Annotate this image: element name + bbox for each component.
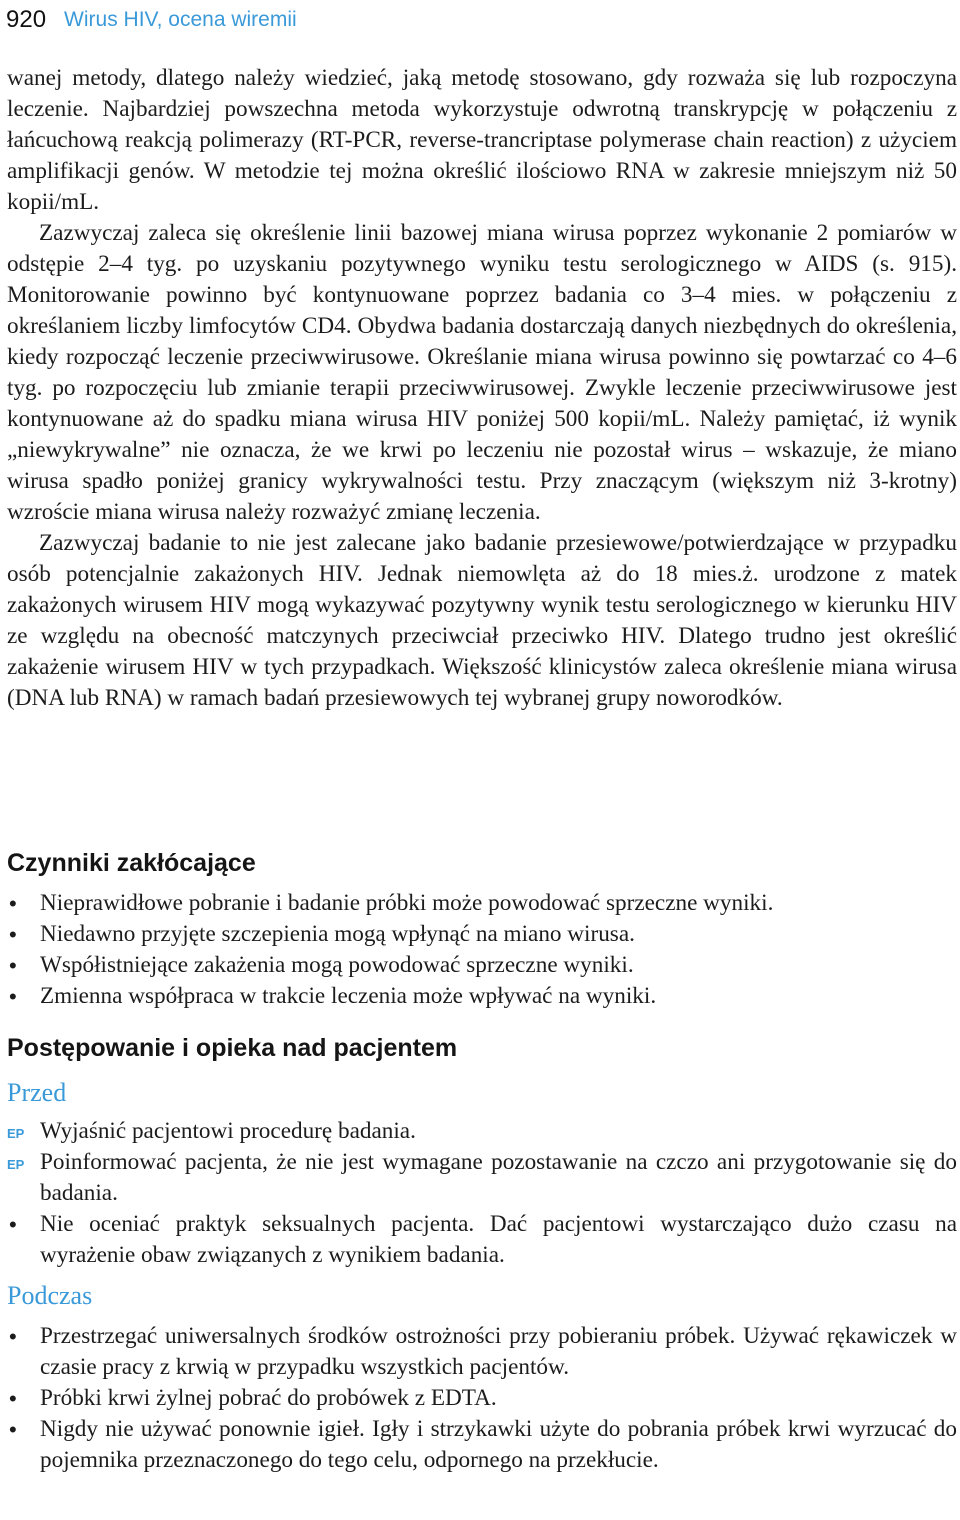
list-item: • Współistniejące zakażenia mogą powodować sprzeczne wyniki. xyxy=(7,950,957,981)
list-item: • Nigdy nie używać ponownie igieł. Igły i strzykawki użyte do pobrania próbek krwi wyrzucać do pojemnika przeznaczonego do tego celu, odpornego na przekłucie. xyxy=(9,1416,957,1473)
intro-text xyxy=(7,63,957,714)
before-list xyxy=(7,1116,957,1271)
ep-marker-icon: EP xyxy=(7,1126,25,1141)
factors-list xyxy=(7,888,957,1012)
page-header xyxy=(6,2,297,38)
subheading-before: Przed xyxy=(7,1078,67,1107)
section-care xyxy=(7,1031,957,1476)
bullet-icon: • xyxy=(9,891,17,916)
subheading-during: Podczas xyxy=(7,1281,93,1310)
list-item: • Zmienna współpraca w trakcie leczenia może wpływać na wyniki. xyxy=(7,981,957,1012)
bullet-icon: • xyxy=(9,1417,17,1442)
bullet-icon: • xyxy=(9,1212,17,1237)
bullet-icon: • xyxy=(9,1386,17,1411)
ep-marker-icon: EP xyxy=(7,1157,25,1172)
list-item: EP Poinformować pacjenta, że nie jest wymagane pozostawanie na czczo ani przygotowanie się do badania. xyxy=(7,1149,957,1206)
list-item: • Nie oceniać praktyk seksualnych pacjenta. Dać pacjentowi wystarczająco dużo czasu na wyrażenie obaw związanych z wynikiem badania. xyxy=(9,1211,957,1268)
section-factors xyxy=(7,846,957,1012)
section-heading-care: Postępowanie i opieka nad pacjentem xyxy=(7,1034,458,1062)
list-item: EP Wyjaśnić pacjentowi procedurę badania. xyxy=(7,1116,957,1147)
bullet-icon: • xyxy=(9,1324,17,1349)
page-number: 920 xyxy=(6,6,47,33)
bullet-icon: • xyxy=(9,953,17,978)
during-list xyxy=(7,1321,957,1476)
paragraph-3: Zazwyczaj badanie to nie jest zalecane jako badanie przesiewowe/potwierdzające w przypadku osób potencjalnie zakażonych HIV. Jednak niemowlęta aż do 18 mies.ż. urodzone z matek zakażonych wirusem HIV mogą wykazywać pozytywny wynik testu serologicznego w kierunku HIV ze względu na obecność matczynych przeciwciał przeciwko HIV. Dlatego trudno jest określić zakażenie wirusem HIV w tych przypadkach. Większość klinicystów zaleca określenie miana wirusa (DNA lub RNA) w ramach badań przesiewowych tej wybranej grupy noworodków. xyxy=(7,530,957,711)
list-item: • Nieprawidłowe pobranie i badanie próbki może powodować sprzeczne wyniki. xyxy=(7,888,957,919)
running-title: Wirus HIV, ocena wiremii xyxy=(64,8,297,31)
list-item: • Przestrzegać uniwersalnych środków ostrożności przy pobieraniu próbek. Używać rękawiczek w czasie pracy z krwią w przypadku wszystkich pacjentów. xyxy=(9,1323,957,1380)
list-item: • Niedawno przyjęte szczepienia mogą wpłynąć na miano wirusa. xyxy=(7,919,957,950)
bullet-icon: • xyxy=(9,922,17,947)
list-item: • Próbki krwi żylnej pobrać do probówek z EDTA. xyxy=(7,1383,957,1414)
section-heading-factors: Czynniki zakłócające xyxy=(7,849,256,877)
paragraph-1: wanej metody, dlatego należy wiedzieć, jaką metodę stosowano, gdy rozważa się lub rozpoczyna leczenie. Najbardziej powszechna metoda wykorzystuje odwrotną transkrypcję w połączeniu z łańcuchową reakcją polimerazy (RT-PCR, reverse-trancriptase polymerase chain reaction) z użyciem amplifikacji genów. W metodzie tej można określić ilościowo RNA w zakresie mniejszym niż 50 kopii/mL. xyxy=(7,65,957,215)
bullet-icon: • xyxy=(9,984,17,1009)
paragraph-2: Zazwyczaj zaleca się określenie linii bazowej miana wirusa poprzez wykonanie 2 pomiarów w odstępie 2–4 tyg. po uzyskaniu pozytywnego wyniku testu serologicznego w AIDS (s. 915). Monitorowanie powinno być kontynuowane poprzez badania co 3–4 mies. w połączeniu z określaniem liczby limfocytów CD4. Obydwa badania dostarczają danych niezbędnych do określenia, kiedy rozpocząć leczenie przeciwwirusowe. Określanie miana wirusa powinno się powtarzać co 4–6 tyg. po rozpoczęciu lub zmianie terapii przeciwwirusowej. Zwykle leczenie przeciwwirusowe jest kontynuowane aż do spadku miana wirusa HIV poniżej 500 kopii/mL. Należy pamiętać, iż wynik „niewykrywalne” nie oznacza, że we krwi po leczeniu nie pozostał wirus – wskazuje, że miano wirusa spadło poniżej granicy wykrywalności testu. Przy znaczącym (większym niż 3-krotny) wzroście miana wirusa należy rozważyć zmianę leczenia. xyxy=(7,220,957,525)
